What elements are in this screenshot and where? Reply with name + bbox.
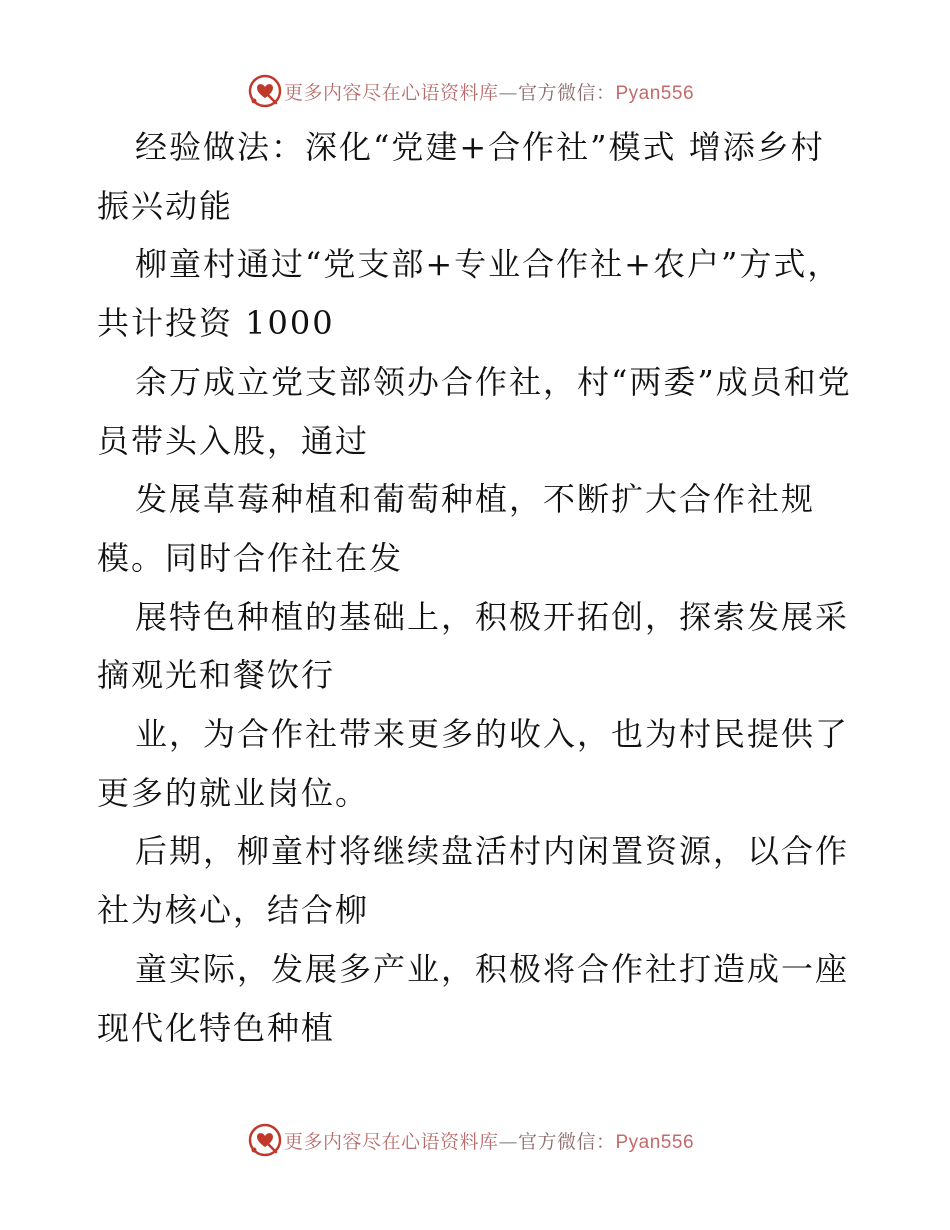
- footer-wechat-label: 官方微信：: [517, 1130, 616, 1153]
- paragraph: 柳童村通过“党支部+专业合作社+农户”方式，共计投资 1000: [97, 245, 842, 343]
- paragraph: 余万成立党支部领办合作社，村“两委”成员和党员带头入股，通过: [97, 362, 852, 460]
- header-brand: 更多内容尽在心语资料库: [283, 81, 499, 104]
- paragraph: 展特色种植的基础上，积极开拓创，探索发展采摘观光和餐饮行: [97, 597, 850, 695]
- footer-banner-text: [284, 1127, 694, 1154]
- paragraph-heading: 经验做法：深化“党建+合作社”模式 增添乡村振兴动能: [97, 128, 825, 225]
- heart-pen-logo-icon: [248, 74, 282, 108]
- header-dash: —: [498, 81, 518, 104]
- paragraph: 发展草莓种植和葡萄种植，不断扩大合作社规模。同时合作社在发: [97, 480, 816, 577]
- footer-brand: 更多内容尽在心语资料库: [283, 1130, 499, 1153]
- header-banner-text: [284, 78, 694, 105]
- document-body: [97, 118, 857, 1057]
- footer-wechat-id: Pyan556: [615, 1131, 695, 1153]
- heart-pen-logo-icon: [248, 1123, 282, 1157]
- paragraph: 业，为合作社带来更多的收入，也为村民提供了更多的就业岗位。: [97, 715, 850, 812]
- paragraph: 童实际，发展多产业，积极将合作社打造成一座现代化特色种植: [97, 949, 850, 1047]
- header-wechat-label: 官方微信：: [517, 81, 616, 104]
- header-banner: [0, 71, 950, 111]
- paragraph: 后期，柳童村将继续盘活村内闲置资源，以合作社为核心，结合柳: [97, 832, 850, 930]
- footer-dash: —: [498, 1130, 518, 1153]
- header-wechat-id: Pyan556: [615, 82, 695, 104]
- footer-banner: [0, 1120, 950, 1160]
